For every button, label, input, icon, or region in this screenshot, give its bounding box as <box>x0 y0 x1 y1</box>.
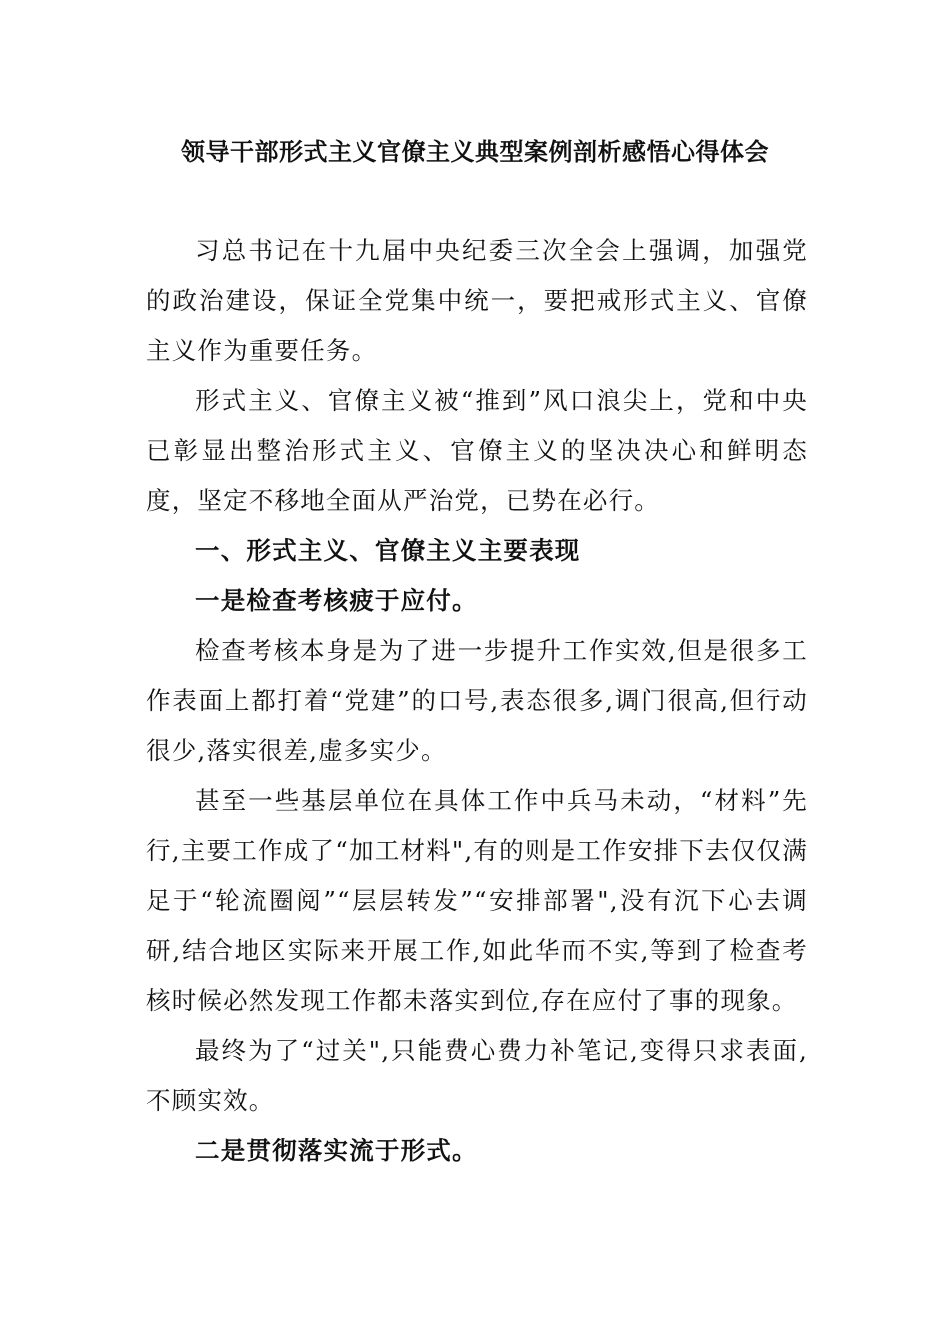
paragraph-inspection: 检查考核本身是为了进一步提升工作实效,但是很多工作表面上都打着“党建”的口号,表态很多,调门很高,但行动很少,落实很差,虚多实少。 <box>146 636 808 765</box>
document-title: 领导干部形式主义官僚主义典型案例剖析感悟心得体会 <box>181 138 769 166</box>
subsection-heading-1: 一是检查考核疲于应付。 <box>195 586 478 615</box>
paragraph-intro: 习总书记在十九届中央纪委三次全会上强调，加强党的政治建设，保证全党集中统一，要把戒形式主义、官僚主义作为重要任务。 <box>146 236 808 365</box>
paragraph-context: 形式主义、官僚主义被“推到”风口浪尖上，党和中央已彰显出整治形式主义、官僚主义的坚决决心和鲜明态度，坚定不移地全面从严治党，已势在必行。 <box>146 386 808 515</box>
paragraph-conclusion: 最终为了“过关",只能费心费力补笔记,变得只求表面,不顾实效。 <box>146 1036 808 1115</box>
section-heading: 一、形式主义、官僚主义主要表现 <box>195 536 581 565</box>
paragraph-materials: 甚至一些基层单位在具体工作中兵马未动，“材料”先行,主要工作成了“加工材料",有的则是工作安排下去仅仅满足于“轮流圈阅”“层层转发”“安排部署",没有沉下心去调研,结合地区实际来开展工作,如此华而不实,等到了检查考核时候必然发现工作都未落实到位,存在应付了事的现象。 <box>146 786 808 1015</box>
document-body <box>146 226 808 1176</box>
subsection-heading-2: 二是贯彻落实流于形式。 <box>195 1136 478 1165</box>
